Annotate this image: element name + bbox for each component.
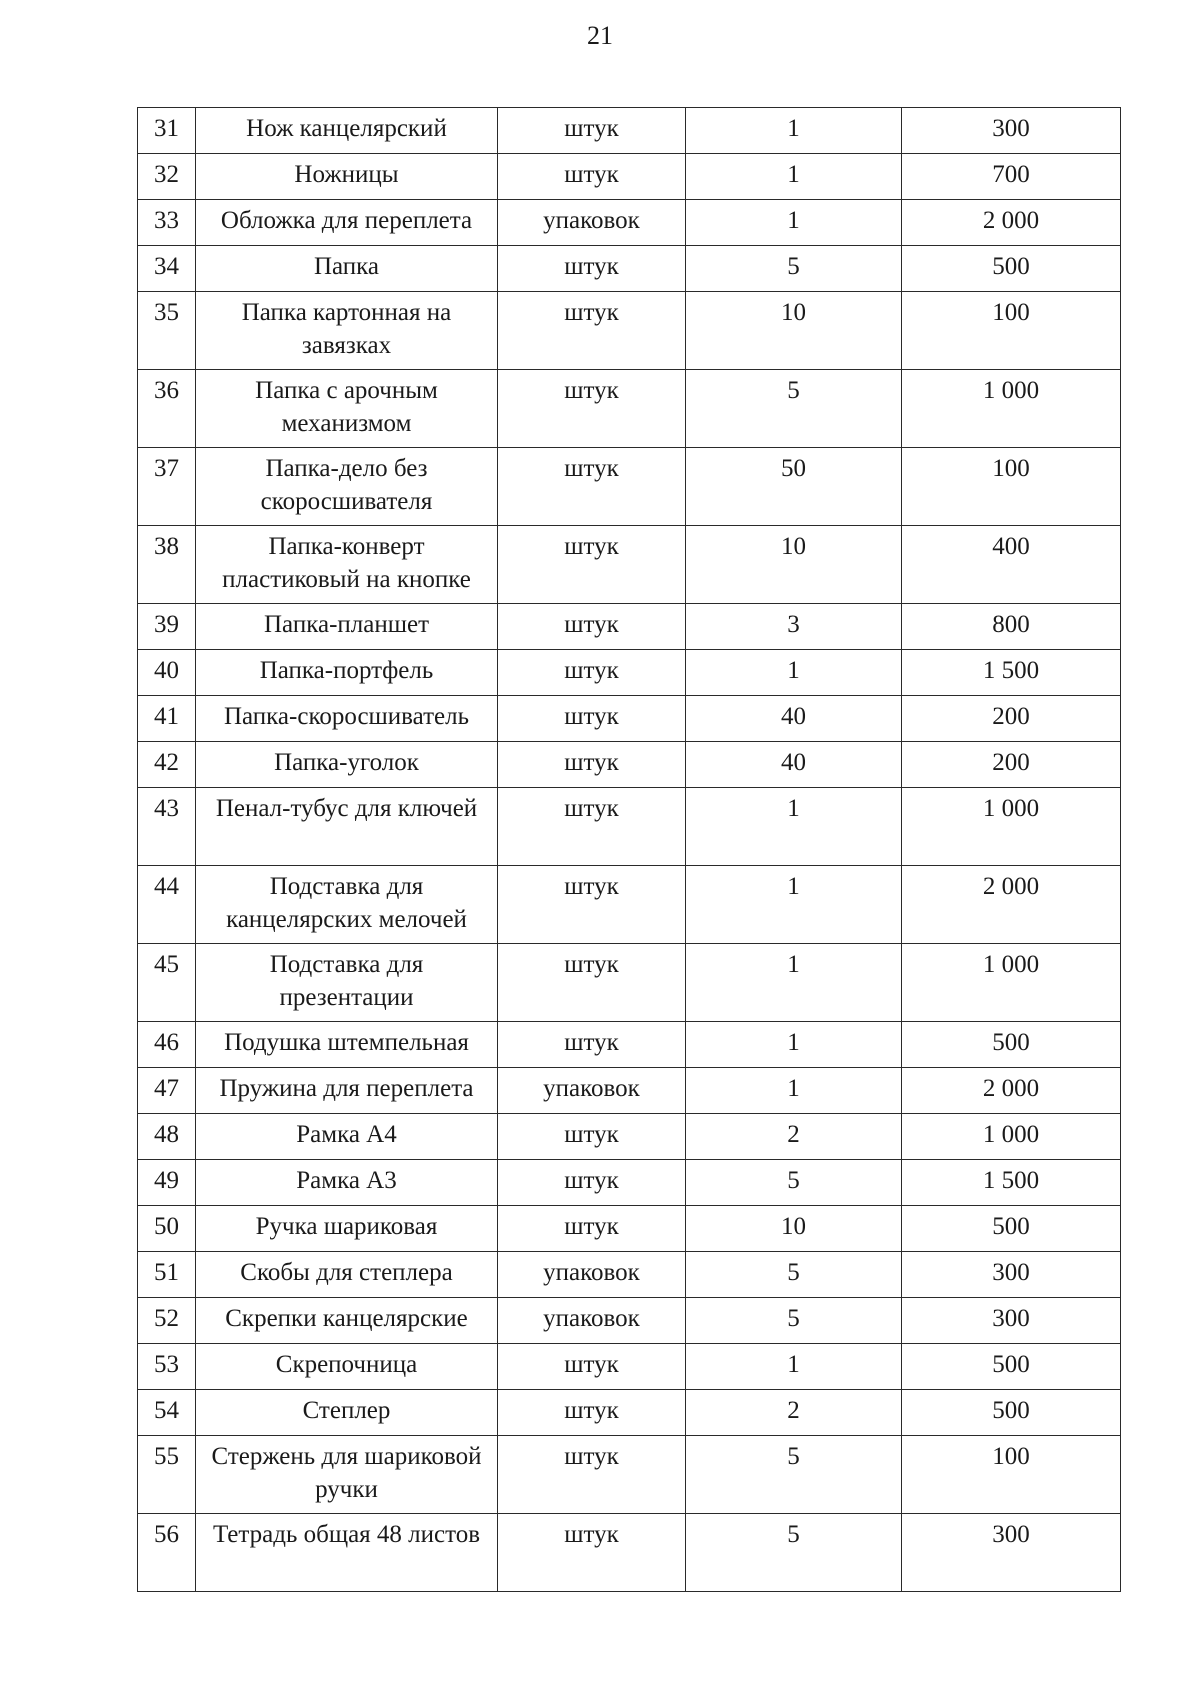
row-number-cell: 34 (138, 246, 196, 292)
item-name-cell: Папка-дело без скоросшивателя (196, 448, 498, 526)
table-row (138, 1160, 1121, 1206)
unit-cell: штук (498, 292, 686, 370)
table-row (138, 292, 1121, 370)
row-number-cell: 52 (138, 1298, 196, 1344)
quantity-cell: 1 (686, 108, 902, 154)
quantity-cell: 5 (686, 370, 902, 448)
price-cell: 100 (902, 1436, 1121, 1514)
item-name-cell: Тетрадь общая 48 листов (196, 1514, 498, 1592)
items-table-body (138, 108, 1121, 1592)
price-cell: 1 000 (902, 1114, 1121, 1160)
quantity-cell: 2 (686, 1114, 902, 1160)
item-name-cell: Папка-скоросшиватель (196, 696, 498, 742)
item-name-cell: Рамка А3 (196, 1160, 498, 1206)
quantity-cell: 1 (686, 1022, 902, 1068)
price-cell: 1 000 (902, 370, 1121, 448)
row-number-cell: 36 (138, 370, 196, 448)
item-name-cell: Папка (196, 246, 498, 292)
item-name-cell: Папка с арочным механизмом (196, 370, 498, 448)
unit-cell: штук (498, 1114, 686, 1160)
unit-cell: штук (498, 1436, 686, 1514)
table-row (138, 1436, 1121, 1514)
quantity-cell: 1 (686, 200, 902, 246)
price-cell: 100 (902, 448, 1121, 526)
quantity-cell: 40 (686, 696, 902, 742)
table-row (138, 448, 1121, 526)
item-name-cell: Папка-планшет (196, 604, 498, 650)
quantity-cell: 1 (686, 1068, 902, 1114)
table-row (138, 1068, 1121, 1114)
item-name-cell: Ножницы (196, 154, 498, 200)
price-cell: 400 (902, 526, 1121, 604)
quantity-cell: 1 (686, 788, 902, 866)
item-name-cell: Папка-портфель (196, 650, 498, 696)
price-cell: 1 000 (902, 944, 1121, 1022)
table-row (138, 944, 1121, 1022)
item-name-cell: Стержень для шариковой ручки (196, 1436, 498, 1514)
unit-cell: штук (498, 944, 686, 1022)
row-number-cell: 45 (138, 944, 196, 1022)
quantity-cell: 40 (686, 742, 902, 788)
row-number-cell: 35 (138, 292, 196, 370)
item-name-cell: Подставка для канцелярских мелочей (196, 866, 498, 944)
row-number-cell: 46 (138, 1022, 196, 1068)
row-number-cell: 51 (138, 1252, 196, 1298)
unit-cell: штук (498, 650, 686, 696)
row-number-cell: 38 (138, 526, 196, 604)
row-number-cell: 41 (138, 696, 196, 742)
item-name-cell: Нож канцелярский (196, 108, 498, 154)
page-number: 21 (587, 21, 613, 50)
row-number-cell: 37 (138, 448, 196, 526)
quantity-cell: 1 (686, 650, 902, 696)
quantity-cell: 2 (686, 1390, 902, 1436)
row-number-cell: 33 (138, 200, 196, 246)
quantity-cell: 5 (686, 246, 902, 292)
quantity-cell: 10 (686, 526, 902, 604)
items-table (137, 107, 1121, 1592)
unit-cell: штук (498, 788, 686, 866)
price-cell: 500 (902, 246, 1121, 292)
item-name-cell: Подставка для презентации (196, 944, 498, 1022)
row-number-cell: 32 (138, 154, 196, 200)
unit-cell: упаковок (498, 1298, 686, 1344)
table-row (138, 1022, 1121, 1068)
quantity-cell: 1 (686, 944, 902, 1022)
table-row (138, 604, 1121, 650)
price-cell: 1 000 (902, 788, 1121, 866)
quantity-cell: 1 (686, 866, 902, 944)
price-cell: 300 (902, 108, 1121, 154)
table-row (138, 1390, 1121, 1436)
price-cell: 2 000 (902, 866, 1121, 944)
unit-cell: штук (498, 526, 686, 604)
unit-cell: упаковок (498, 1068, 686, 1114)
table-row (138, 742, 1121, 788)
row-number-cell: 54 (138, 1390, 196, 1436)
quantity-cell: 10 (686, 1206, 902, 1252)
table-row (138, 246, 1121, 292)
row-number-cell: 49 (138, 1160, 196, 1206)
price-cell: 300 (902, 1514, 1121, 1592)
item-name-cell: Ручка шариковая (196, 1206, 498, 1252)
item-name-cell: Подушка штемпельная (196, 1022, 498, 1068)
table-row (138, 526, 1121, 604)
price-cell: 1 500 (902, 1160, 1121, 1206)
quantity-cell: 5 (686, 1252, 902, 1298)
price-cell: 100 (902, 292, 1121, 370)
quantity-cell: 10 (686, 292, 902, 370)
table-row (138, 866, 1121, 944)
price-cell: 300 (902, 1298, 1121, 1344)
table-row (138, 1252, 1121, 1298)
price-cell: 500 (902, 1206, 1121, 1252)
table-row (138, 1114, 1121, 1160)
row-number-cell: 50 (138, 1206, 196, 1252)
row-number-cell: 31 (138, 108, 196, 154)
item-name-cell: Обложка для переплета (196, 200, 498, 246)
unit-cell: штук (498, 696, 686, 742)
row-number-cell: 47 (138, 1068, 196, 1114)
item-name-cell: Степлер (196, 1390, 498, 1436)
unit-cell: штук (498, 448, 686, 526)
unit-cell: штук (498, 1344, 686, 1390)
table-row (138, 1206, 1121, 1252)
table-row (138, 1344, 1121, 1390)
row-number-cell: 42 (138, 742, 196, 788)
price-cell: 1 500 (902, 650, 1121, 696)
quantity-cell: 3 (686, 604, 902, 650)
row-number-cell: 44 (138, 866, 196, 944)
row-number-cell: 39 (138, 604, 196, 650)
unit-cell: упаковок (498, 1252, 686, 1298)
unit-cell: штук (498, 604, 686, 650)
quantity-cell: 1 (686, 154, 902, 200)
unit-cell: штук (498, 1160, 686, 1206)
table-row (138, 200, 1121, 246)
quantity-cell: 1 (686, 1344, 902, 1390)
price-cell: 200 (902, 696, 1121, 742)
item-name-cell: Папка картонная на завязках (196, 292, 498, 370)
price-cell: 500 (902, 1390, 1121, 1436)
quantity-cell: 5 (686, 1160, 902, 1206)
item-name-cell: Рамка А4 (196, 1114, 498, 1160)
table-row (138, 1514, 1121, 1592)
table-row (138, 788, 1121, 866)
price-cell: 200 (902, 742, 1121, 788)
quantity-cell: 5 (686, 1514, 902, 1592)
table-row (138, 1298, 1121, 1344)
row-number-cell: 53 (138, 1344, 196, 1390)
item-name-cell: Скрепочница (196, 1344, 498, 1390)
price-cell: 800 (902, 604, 1121, 650)
item-name-cell: Пружина для переплета (196, 1068, 498, 1114)
price-cell: 500 (902, 1344, 1121, 1390)
table-row (138, 696, 1121, 742)
unit-cell: штук (498, 866, 686, 944)
unit-cell: штук (498, 1514, 686, 1592)
unit-cell: штук (498, 154, 686, 200)
row-number-cell: 43 (138, 788, 196, 866)
item-name-cell: Папка-конверт пластиковый на кнопке (196, 526, 498, 604)
item-name-cell: Скобы для степлера (196, 1252, 498, 1298)
table-row (138, 154, 1121, 200)
unit-cell: упаковок (498, 200, 686, 246)
price-cell: 700 (902, 154, 1121, 200)
table-row (138, 370, 1121, 448)
price-cell: 2 000 (902, 1068, 1121, 1114)
row-number-cell: 55 (138, 1436, 196, 1514)
item-name-cell: Скрепки канцелярские (196, 1298, 498, 1344)
price-cell: 300 (902, 1252, 1121, 1298)
item-name-cell: Папка-уголок (196, 742, 498, 788)
unit-cell: штук (498, 108, 686, 154)
unit-cell: штук (498, 1390, 686, 1436)
unit-cell: штук (498, 246, 686, 292)
table-row (138, 650, 1121, 696)
unit-cell: штук (498, 1206, 686, 1252)
price-cell: 500 (902, 1022, 1121, 1068)
table-row (138, 108, 1121, 154)
quantity-cell: 50 (686, 448, 902, 526)
row-number-cell: 40 (138, 650, 196, 696)
row-number-cell: 56 (138, 1514, 196, 1592)
quantity-cell: 5 (686, 1298, 902, 1344)
row-number-cell: 48 (138, 1114, 196, 1160)
price-cell: 2 000 (902, 200, 1121, 246)
unit-cell: штук (498, 742, 686, 788)
unit-cell: штук (498, 1022, 686, 1068)
quantity-cell: 5 (686, 1436, 902, 1514)
item-name-cell: Пенал-тубус для ключей (196, 788, 498, 866)
unit-cell: штук (498, 370, 686, 448)
